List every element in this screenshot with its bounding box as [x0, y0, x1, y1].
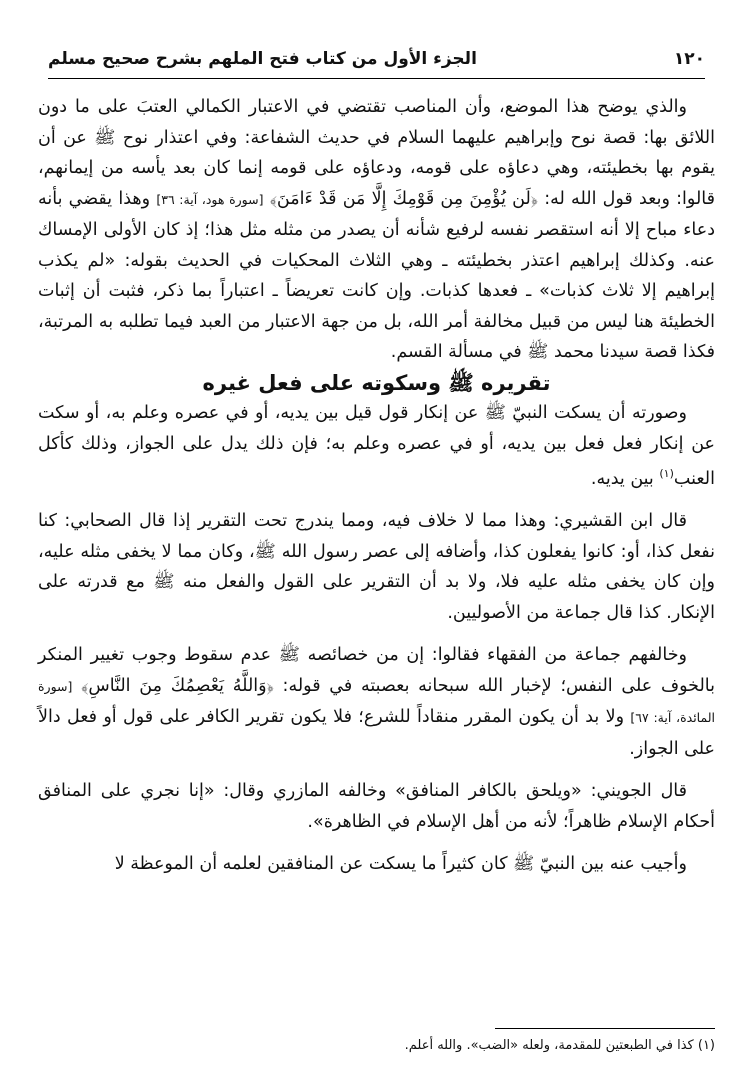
paragraph-4-continuation: ولا بد أن يكون المقرر منقاداً للشرع؛ فلا يكون تقرير الكافر على قول أو فعل دالاً على الجواز. [38, 707, 715, 759]
paragraph-1-text: والذي يوضح هذا الموضع، وأن المناصب تقتضي في الاعتبار الكمالي العتبَ على ما دون اللائق بها: قصة نوح وإبراهيم عليهما السلام في حديث الشفاعة: وفي اعتذار نوح ﷺ عن أن يقوم بها بخطيئته، وهي دعاؤه على قومه، ودعاؤه على قومه إنما كان بعد يأسه من إيمانهم، قالوا: وبعد قول الله له: ﴿لَن يُؤْمِنَ مِن قَوْمِكَ إِلَّا مَن قَدْ ءَامَنَ﴾ [38, 97, 715, 209]
paragraph-1 [38, 92, 715, 368]
quran-reference: [سورة المائدة، آية: ٦٧] [38, 678, 715, 726]
quran-reference: [سورة هود، آية: ٣٦] [156, 191, 264, 207]
paragraph-2 [38, 398, 715, 494]
paragraph-3: قال ابن القشيري: وهذا مما لا خلاف فيه، ومما يندرج تحت التقرير إذا قال الصحابي: كنا نفعل كذا، أو: كانوا يفعلون كذا، وأضافه إلى عصر رسول الله ﷺ، وكان مما لا يخفى مثله عليه، وإن كان يخفى مثله عليه فلا، ولا بد أن التقرير على القول والفعل منه ﷺ مع قدرته على الإنكار. كذا قال جماعة من الأصوليين. [38, 511, 715, 623]
body-text [38, 92, 715, 880]
footnote-number: (١) [697, 1038, 715, 1053]
page-number: ١٢٠ [673, 49, 705, 69]
paragraph-4 [38, 640, 715, 764]
running-title: الجزء الأول من كتاب فتح الملهم بشرح صحيح مسلم [48, 49, 477, 69]
header-rule [48, 78, 705, 79]
paragraph-5: قال الجويني: «ويلحق بالكافر المنافق» وخالفه المازري وقال: «إنا نجري على المنافق أحكام الإسلام ظاهراً؛ لأنه من أهل الإسلام في الظاهرة». [38, 781, 715, 832]
footnote-text: كذا في الطبعتين للمقدمة، ولعله «الضب». والله أعلم. [404, 1038, 694, 1053]
paragraph-2-end: بين يديه. [590, 468, 660, 489]
paragraph-4-text: وخالفهم جماعة من الفقهاء فقالوا: إن من خصائصه ﷺ عدم سقوط وجوب تغيير المنكر بالخوف على النفس؛ لإخبار الله سبحانه بعصبته في قوله: ﴿وَاللَّهُ يَعْصِمُكَ مِنَ النَّاسِ﴾ [38, 645, 715, 696]
section-heading: تقريره ﷺ وسكوته على فعل غيره [202, 370, 551, 395]
paragraph-6: وأجيب عنه بين النبيّ ﷺ كان كثيراً ما يسكت عن المنافقين لعلمه أن الموعظة لا [114, 854, 687, 875]
running-header [48, 44, 705, 74]
footnote-rule [495, 1028, 715, 1029]
paragraph-2-text: وصورته أن يسكت النبيّ ﷺ عن إنكار قول قيل بين يديه، أو في عصره وعلم به، أو سكت عن إنكار فعل فعل بين يديه، أو في عصره وعلم به؛ فإن ذلك يدل على الجواز، وذلك كأكل العنب [38, 403, 715, 489]
footnote-marker: (١) [659, 467, 674, 480]
paragraph-1-continuation: وهذا يقضي بأنه دعاء مباح إلا أنه استقصر نفسه لرفيع شأنه أن يصدر من مثله مثل هذا؛ إذ كان الأولى الإمساك عنه. وكذلك إبراهيم اعتذر بخطيئته ـ وهي الثلاث المحكيات في الحديث بقوله: «لم يكذب إبراهيم إلا ثلاث كذبات» ـ فعدها كذبات. وإن كانت تعريضاً ـ اعتباراً بما ذكر، فثبت أن إثبات الخطيئة هنا ليس من قبيل مخالفة أمر الله، بل من جهة الاعتبار من العبد فيما تطلبه به المرتبة، فكذا قصة سيدنا محمد ﷺ في مسألة القسم. [38, 188, 715, 362]
footnote [38, 1036, 715, 1056]
